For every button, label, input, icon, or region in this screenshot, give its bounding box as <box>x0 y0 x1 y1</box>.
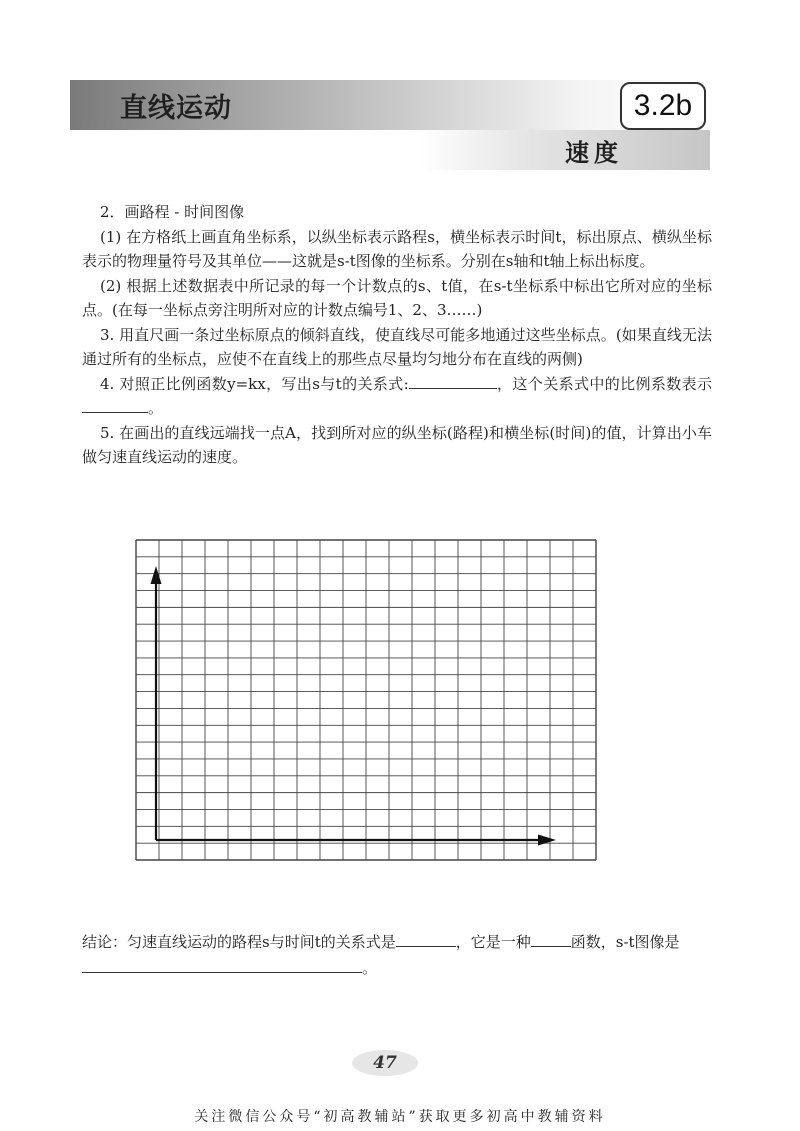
horizontal-axis-arrow-icon <box>538 835 556 846</box>
step-4-text-c: 。 <box>148 399 164 417</box>
footer-note: 关注微信公众号“初高教辅站”获取更多初高中教辅资料 <box>194 1109 606 1125</box>
answer-blank-formula[interactable] <box>396 931 456 947</box>
section-subtitle: 速度 <box>565 138 623 167</box>
step-1: (1) 在方格纸上画直角坐标系，以纵坐标表示路程s，横坐标表示时间t，标出原点、横纵坐标表示的物理量符号及其单位——这就是s-t图像的坐标系。分别在s轴和t轴上标出标度。 <box>82 227 712 270</box>
page-number: 47 <box>352 1050 418 1076</box>
chapter-title: 直线运动 <box>120 93 232 124</box>
conclusion <box>82 929 712 981</box>
step-3: 3. 用直尺画一条过坐标原点的倾斜直线，使直线尽可能多地通过这些坐标点。(如果直线无法通过所有的坐标点，应使不在直线上的那些点尽量均匀地分布在直线的两侧) <box>82 325 712 368</box>
answer-blank-graph-shape[interactable] <box>82 957 362 973</box>
step-5: 5. 在画出的直线远端找一点A，找到所对应的纵坐标(路程)和横坐标(时间)的值，计算出小车做匀速直线运动的速度。 <box>82 423 712 466</box>
answer-blank-function-type[interactable] <box>531 931 571 947</box>
conclusion-text-b: ，它是一种 <box>455 933 531 951</box>
step-heading: 2．画路程 - 时间图像 <box>100 203 245 221</box>
vertical-axis-arrow-icon <box>151 566 162 584</box>
conclusion-text-c: 函数，s-t图像是 <box>570 933 680 951</box>
grid-lines <box>136 540 596 860</box>
step-2: (2) 根据上述数据表中所记录的每一个计数点的s、t值，在s-t坐标系中标出它所对应的坐标点。(在每一坐标点旁注明所对应的计数点编号1、2、3……) <box>82 276 712 319</box>
step-4-text-b: ，这个关系式中的比例系数表示 <box>496 374 712 393</box>
step-4-text-a: 4. 对照正比例函数y=kx，写出s与t的关系式: <box>100 374 409 393</box>
conclusion-text-d: 。 <box>362 959 378 977</box>
conclusion-text-a: 结论：匀速直线运动的路程s与时间t的关系式是 <box>82 933 396 951</box>
conclusion-line <box>82 929 712 981</box>
section-number-badge: 3.2b <box>620 82 706 130</box>
